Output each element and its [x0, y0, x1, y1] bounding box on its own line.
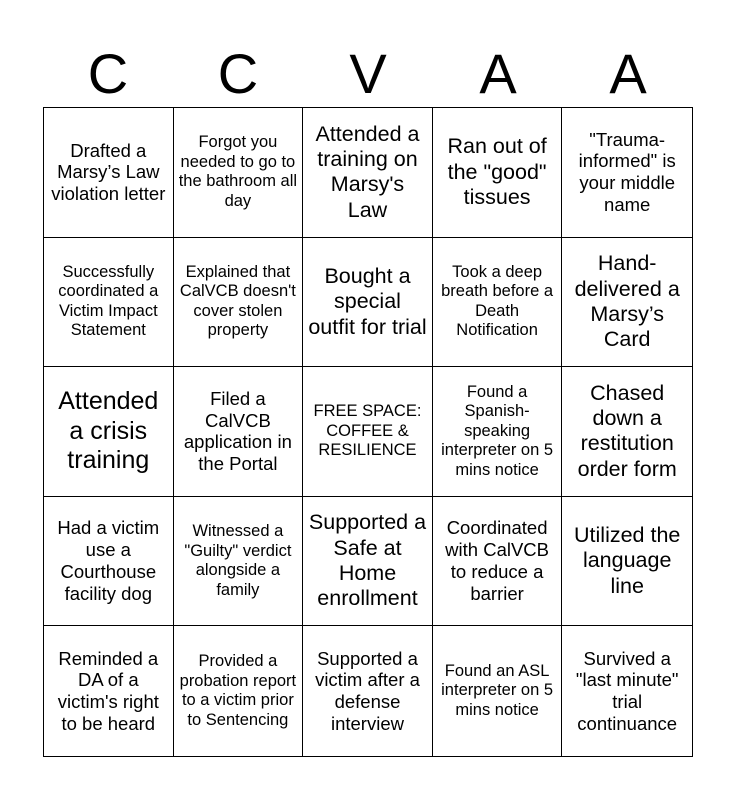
bingo-cell[interactable]: Ran out of the "good" tissues — [433, 108, 563, 238]
header-letter: A — [479, 42, 517, 105]
bingo-cell[interactable]: Filed a CalVCB application in the Portal — [174, 367, 304, 497]
bingo-cell[interactable]: Provided a probation report to a victim prior to Sentencing — [174, 626, 304, 756]
bingo-cell[interactable]: "Trauma-informed" is your middle name — [562, 108, 692, 238]
bingo-cell[interactable]: Bought a special outfit for trial — [303, 238, 433, 368]
bingo-cell[interactable]: Survived a "last minute" trial continuance — [575, 647, 679, 735]
bingo-cell[interactable]: Attended a crisis training — [44, 367, 174, 497]
header-letter: C — [87, 42, 129, 105]
bingo-cell[interactable]: Found an ASL interpreter on 5 mins notice — [433, 626, 563, 756]
header-letter: C — [217, 42, 259, 105]
bingo-cell[interactable]: Attended a training on Marsy's Law — [303, 108, 433, 238]
bingo-cell[interactable]: Had a victim use a Courthouse facility dog — [44, 497, 174, 627]
bingo-board — [43, 107, 693, 757]
bingo-cell[interactable]: Found a Spanish-speaking interpreter on 5 mins notice — [433, 367, 563, 497]
bingo-cell[interactable]: Reminded a DA of a victim's right to be heard — [44, 626, 174, 756]
free-space-cell[interactable]: FREE SPACE: COFFEE & RESILIENCE — [303, 367, 433, 497]
bingo-cell[interactable]: Hand-delivered a Marsy’s Card — [562, 238, 692, 368]
header-letter: A — [609, 42, 647, 105]
bingo-cell[interactable]: Forgot you needed to go to the bathroom all day — [174, 108, 304, 238]
bingo-cell[interactable]: Successfully coordinated a Victim Impact Statement — [44, 238, 174, 368]
bingo-cell[interactable]: Explained that CalVCB doesn't cover stolen property — [174, 238, 304, 368]
bingo-cell[interactable]: Coordinated with CalVCB to reduce a barrier — [433, 497, 563, 627]
header-letter: V — [349, 42, 387, 105]
bingo-cell[interactable]: Chased down a restitution order form — [562, 367, 692, 497]
bingo-cell[interactable]: Supported a Safe at Home enrollment — [303, 497, 433, 627]
bingo-cell[interactable]: Supported a victim after a defense interview — [303, 626, 433, 756]
bingo-cell[interactable]: Took a deep breath before a Death Notification — [433, 238, 563, 368]
bingo-header — [43, 40, 693, 108]
bingo-cell[interactable]: Utilized the language line — [562, 497, 692, 627]
bingo-cell[interactable]: Witnessed a "Guilty" verdict alongside a family — [174, 497, 304, 627]
bingo-cell[interactable]: Drafted a Marsy’s Law violation letter — [44, 108, 174, 238]
